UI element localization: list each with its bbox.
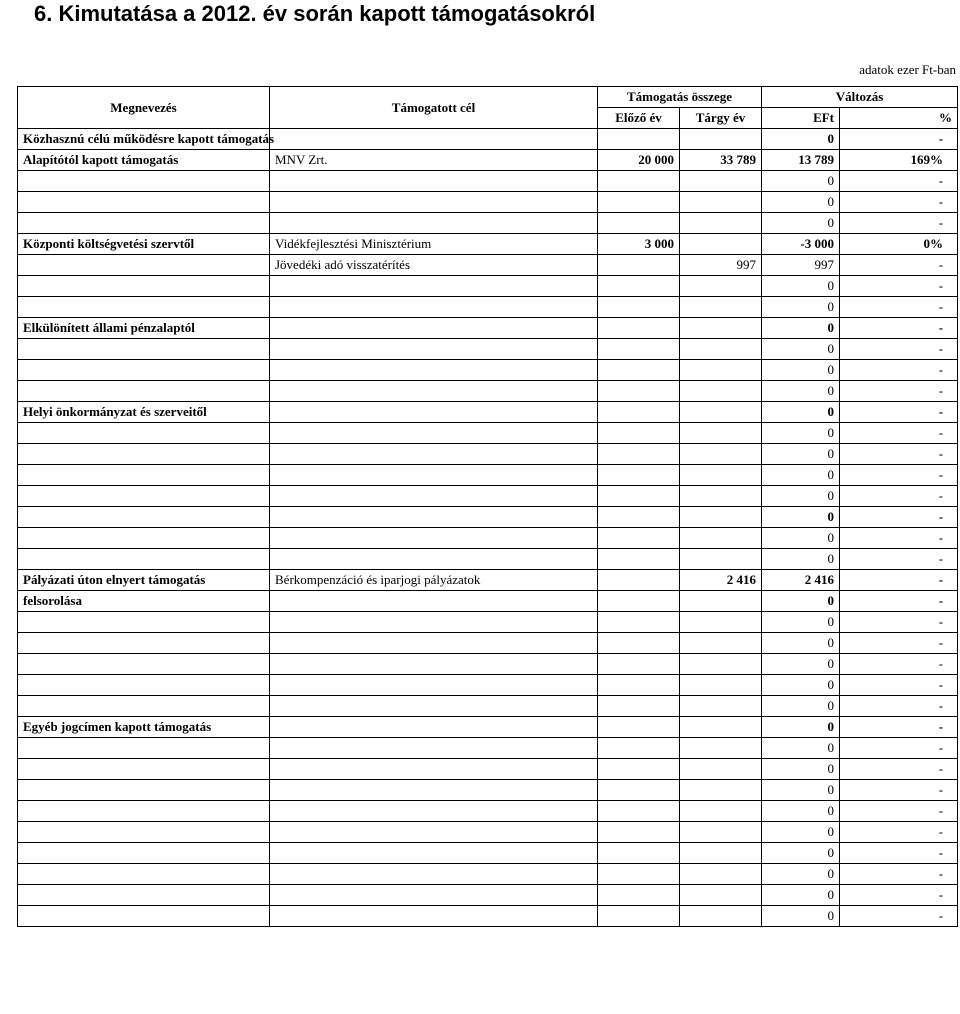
row-name-cell xyxy=(18,759,270,780)
table-row xyxy=(18,528,958,549)
row-cur-year-cell xyxy=(680,465,762,486)
row-name-cell xyxy=(18,843,270,864)
row-pct-cell: - xyxy=(840,192,958,213)
row-target-cell: Bérkompenzáció és iparjogi pályázatok xyxy=(270,570,598,591)
row-prev-year-cell xyxy=(598,444,680,465)
row-name-cell xyxy=(18,906,270,927)
row-pct-cell: - xyxy=(840,717,958,738)
table-row xyxy=(18,423,958,444)
row-cur-year-cell xyxy=(680,780,762,801)
row-name-cell xyxy=(18,213,270,234)
row-cur-year-cell xyxy=(680,654,762,675)
row-pct-cell: - xyxy=(840,843,958,864)
row-cur-year-cell xyxy=(680,276,762,297)
row-cur-year-cell xyxy=(680,738,762,759)
row-name-cell: Központi költségvetési szervtől xyxy=(18,234,270,255)
row-name-cell xyxy=(18,339,270,360)
row-eft-cell: 0 xyxy=(762,444,840,465)
row-target-cell xyxy=(270,192,598,213)
row-target-cell xyxy=(270,906,598,927)
row-cur-year-cell: 33 789 xyxy=(680,150,762,171)
row-prev-year-cell: 3 000 xyxy=(598,234,680,255)
row-name-cell xyxy=(18,696,270,717)
row-pct-cell: - xyxy=(840,906,958,927)
row-name-cell xyxy=(18,675,270,696)
row-name-cell xyxy=(18,192,270,213)
row-pct-cell: - xyxy=(840,129,958,150)
row-cur-year-cell xyxy=(680,402,762,423)
row-name-cell xyxy=(18,654,270,675)
row-eft-cell: 0 xyxy=(762,612,840,633)
row-name-cell xyxy=(18,255,270,276)
row-prev-year-cell xyxy=(598,213,680,234)
row-prev-year-cell xyxy=(598,822,680,843)
row-eft-cell: 0 xyxy=(762,696,840,717)
row-name-cell xyxy=(18,801,270,822)
row-eft-cell: 0 xyxy=(762,843,840,864)
row-cur-year-cell xyxy=(680,360,762,381)
row-name-cell: Helyi önkormányzat és szerveitől xyxy=(18,402,270,423)
row-pct-cell: - xyxy=(840,255,958,276)
row-pct-cell: - xyxy=(840,213,958,234)
row-eft-cell: 997 xyxy=(762,255,840,276)
row-cur-year-cell xyxy=(680,507,762,528)
row-cur-year-cell xyxy=(680,549,762,570)
row-pct-cell: - xyxy=(840,759,958,780)
table-row xyxy=(18,780,958,801)
table-row xyxy=(18,591,958,612)
row-cur-year-cell xyxy=(680,885,762,906)
support-table xyxy=(17,86,958,927)
row-cur-year-cell xyxy=(680,633,762,654)
row-eft-cell: 0 xyxy=(762,591,840,612)
row-cur-year-cell xyxy=(680,906,762,927)
row-prev-year-cell xyxy=(598,192,680,213)
row-prev-year-cell xyxy=(598,549,680,570)
row-prev-year-cell xyxy=(598,486,680,507)
row-pct-cell: - xyxy=(840,276,958,297)
row-name-cell xyxy=(18,360,270,381)
row-eft-cell: 0 xyxy=(762,738,840,759)
row-eft-cell: 0 xyxy=(762,633,840,654)
row-name-cell xyxy=(18,381,270,402)
row-target-cell xyxy=(270,444,598,465)
row-eft-cell: 0 xyxy=(762,465,840,486)
row-target-cell xyxy=(270,381,598,402)
row-eft-cell: 0 xyxy=(762,717,840,738)
table-row xyxy=(18,486,958,507)
row-prev-year-cell xyxy=(598,633,680,654)
row-cur-year-cell xyxy=(680,843,762,864)
table-row xyxy=(18,864,958,885)
row-pct-cell: - xyxy=(840,780,958,801)
table-row xyxy=(18,402,958,423)
table-row xyxy=(18,675,958,696)
row-pct-cell: - xyxy=(840,549,958,570)
header-pct: % xyxy=(840,108,958,129)
row-prev-year-cell xyxy=(598,654,680,675)
row-cur-year-cell xyxy=(680,486,762,507)
row-name-cell xyxy=(18,780,270,801)
row-pct-cell: - xyxy=(840,864,958,885)
row-target-cell xyxy=(270,402,598,423)
row-prev-year-cell xyxy=(598,339,680,360)
table-row xyxy=(18,444,958,465)
row-cur-year-cell xyxy=(680,591,762,612)
row-target-cell xyxy=(270,801,598,822)
unit-note: adatok ezer Ft-ban xyxy=(859,62,956,77)
row-pct-cell: - xyxy=(840,339,958,360)
row-pct-cell: - xyxy=(840,402,958,423)
row-prev-year-cell xyxy=(598,276,680,297)
row-name-cell xyxy=(18,633,270,654)
row-prev-year-cell xyxy=(598,675,680,696)
row-target-cell: Vidékfejlesztési Minisztérium xyxy=(270,234,598,255)
table-row xyxy=(18,696,958,717)
table-row xyxy=(18,570,958,591)
row-target-cell xyxy=(270,822,598,843)
row-cur-year-cell xyxy=(680,297,762,318)
row-prev-year-cell xyxy=(598,129,680,150)
row-target-cell xyxy=(270,213,598,234)
row-prev-year-cell xyxy=(598,843,680,864)
row-prev-year-cell xyxy=(598,507,680,528)
row-eft-cell: 0 xyxy=(762,297,840,318)
row-target-cell: Jövedéki adó visszatérítés xyxy=(270,255,598,276)
row-pct-cell: 0% xyxy=(840,234,958,255)
row-prev-year-cell xyxy=(598,885,680,906)
row-cur-year-cell xyxy=(680,801,762,822)
row-eft-cell: 0 xyxy=(762,360,840,381)
row-target-cell xyxy=(270,612,598,633)
row-name-cell xyxy=(18,297,270,318)
row-prev-year-cell xyxy=(598,696,680,717)
row-name-cell xyxy=(18,738,270,759)
row-target-cell xyxy=(270,738,598,759)
row-cur-year-cell: 997 xyxy=(680,255,762,276)
row-target-cell xyxy=(270,654,598,675)
table-row xyxy=(18,150,958,171)
row-prev-year-cell xyxy=(598,360,680,381)
row-pct-cell: - xyxy=(840,612,958,633)
row-target-cell xyxy=(270,486,598,507)
row-pct-cell: - xyxy=(840,171,958,192)
page-title: 6. Kimutatása a 2012. év során kapott támogatásokról xyxy=(34,1,596,26)
row-cur-year-cell xyxy=(680,759,762,780)
row-name-cell: Közhasznú célú működésre kapott támogatás xyxy=(18,129,270,150)
row-eft-cell: 0 xyxy=(762,801,840,822)
table-row xyxy=(18,297,958,318)
row-target-cell xyxy=(270,171,598,192)
table-row xyxy=(18,654,958,675)
row-cur-year-cell xyxy=(680,822,762,843)
row-prev-year-cell xyxy=(598,171,680,192)
row-eft-cell: 0 xyxy=(762,885,840,906)
row-eft-cell: 0 xyxy=(762,864,840,885)
row-target-cell xyxy=(270,423,598,444)
row-target-cell xyxy=(270,549,598,570)
table-row xyxy=(18,129,958,150)
row-eft-cell: 0 xyxy=(762,759,840,780)
row-prev-year-cell xyxy=(598,738,680,759)
row-eft-cell: 2 416 xyxy=(762,570,840,591)
row-target-cell xyxy=(270,864,598,885)
row-eft-cell: 0 xyxy=(762,822,840,843)
row-eft-cell: 0 xyxy=(762,171,840,192)
row-cur-year-cell xyxy=(680,444,762,465)
row-cur-year-cell xyxy=(680,213,762,234)
row-eft-cell: 13 789 xyxy=(762,150,840,171)
row-cur-year-cell xyxy=(680,339,762,360)
row-cur-year-cell: 2 416 xyxy=(680,570,762,591)
row-pct-cell: - xyxy=(840,297,958,318)
header-change: Változás xyxy=(762,87,958,108)
row-target-cell xyxy=(270,696,598,717)
header-name: Megnevezés xyxy=(18,87,270,129)
row-cur-year-cell xyxy=(680,318,762,339)
row-prev-year-cell xyxy=(598,864,680,885)
row-target-cell xyxy=(270,780,598,801)
table-row xyxy=(18,255,958,276)
table-row xyxy=(18,360,958,381)
row-name-cell xyxy=(18,444,270,465)
row-eft-cell: 0 xyxy=(762,318,840,339)
row-eft-cell: 0 xyxy=(762,906,840,927)
row-eft-cell: 0 xyxy=(762,549,840,570)
row-prev-year-cell xyxy=(598,780,680,801)
row-name-cell xyxy=(18,423,270,444)
row-name-cell xyxy=(18,822,270,843)
row-name-cell xyxy=(18,507,270,528)
row-name-cell xyxy=(18,486,270,507)
row-eft-cell: 0 xyxy=(762,402,840,423)
row-cur-year-cell xyxy=(680,612,762,633)
row-prev-year-cell: 20 000 xyxy=(598,150,680,171)
row-prev-year-cell xyxy=(598,528,680,549)
row-target-cell xyxy=(270,885,598,906)
table-row xyxy=(18,234,958,255)
row-target-cell xyxy=(270,339,598,360)
row-name-cell: Pályázati úton elnyert támogatás xyxy=(18,570,270,591)
table-row xyxy=(18,465,958,486)
header-prev-year: Előző év xyxy=(598,108,680,129)
row-pct-cell: - xyxy=(840,591,958,612)
table-row xyxy=(18,507,958,528)
table-row xyxy=(18,549,958,570)
table-row xyxy=(18,612,958,633)
row-target-cell xyxy=(270,129,598,150)
row-eft-cell: 0 xyxy=(762,528,840,549)
row-cur-year-cell xyxy=(680,423,762,444)
row-name-cell xyxy=(18,276,270,297)
row-prev-year-cell xyxy=(598,255,680,276)
row-pct-cell: - xyxy=(840,654,958,675)
row-eft-cell: 0 xyxy=(762,129,840,150)
row-target-cell xyxy=(270,360,598,381)
row-cur-year-cell xyxy=(680,129,762,150)
row-prev-year-cell xyxy=(598,570,680,591)
row-name-cell xyxy=(18,612,270,633)
row-prev-year-cell xyxy=(598,906,680,927)
row-pct-cell: 169% xyxy=(840,150,958,171)
table-row xyxy=(18,759,958,780)
row-prev-year-cell xyxy=(598,381,680,402)
row-eft-cell: 0 xyxy=(762,423,840,444)
row-pct-cell: - xyxy=(840,507,958,528)
row-pct-cell: - xyxy=(840,486,958,507)
row-eft-cell: 0 xyxy=(762,381,840,402)
row-pct-cell: - xyxy=(840,318,958,339)
row-name-cell xyxy=(18,549,270,570)
row-prev-year-cell xyxy=(598,402,680,423)
row-eft-cell: -3 000 xyxy=(762,234,840,255)
row-pct-cell: - xyxy=(840,696,958,717)
row-prev-year-cell xyxy=(598,423,680,444)
row-name-cell: Alapítótól kapott támogatás xyxy=(18,150,270,171)
row-pct-cell: - xyxy=(840,738,958,759)
row-pct-cell: - xyxy=(840,885,958,906)
table-row xyxy=(18,381,958,402)
table-row xyxy=(18,906,958,927)
row-cur-year-cell xyxy=(680,171,762,192)
row-eft-cell: 0 xyxy=(762,675,840,696)
row-eft-cell: 0 xyxy=(762,276,840,297)
header-sum: Támogatás összege xyxy=(598,87,762,108)
row-pct-cell: - xyxy=(840,528,958,549)
row-target-cell xyxy=(270,633,598,654)
row-eft-cell: 0 xyxy=(762,486,840,507)
row-target-cell xyxy=(270,759,598,780)
row-name-cell xyxy=(18,864,270,885)
table-row xyxy=(18,192,958,213)
row-target-cell xyxy=(270,675,598,696)
table-row xyxy=(18,738,958,759)
row-target-cell xyxy=(270,843,598,864)
row-cur-year-cell xyxy=(680,234,762,255)
table-row xyxy=(18,339,958,360)
row-cur-year-cell xyxy=(680,192,762,213)
row-pct-cell: - xyxy=(840,465,958,486)
row-target-cell: MNV Zrt. xyxy=(270,150,598,171)
row-prev-year-cell xyxy=(598,465,680,486)
row-target-cell xyxy=(270,465,598,486)
table-row xyxy=(18,318,958,339)
row-pct-cell: - xyxy=(840,633,958,654)
row-pct-cell: - xyxy=(840,801,958,822)
header-eft: EFt xyxy=(762,108,840,129)
row-pct-cell: - xyxy=(840,360,958,381)
row-cur-year-cell xyxy=(680,675,762,696)
row-target-cell xyxy=(270,591,598,612)
row-target-cell xyxy=(270,318,598,339)
row-eft-cell: 0 xyxy=(762,192,840,213)
row-eft-cell: 0 xyxy=(762,654,840,675)
table-row xyxy=(18,276,958,297)
row-prev-year-cell xyxy=(598,717,680,738)
table-row xyxy=(18,171,958,192)
row-pct-cell: - xyxy=(840,444,958,465)
header-cur-year: Tárgy év xyxy=(680,108,762,129)
row-target-cell xyxy=(270,276,598,297)
row-prev-year-cell xyxy=(598,759,680,780)
table-row xyxy=(18,822,958,843)
table-row xyxy=(18,633,958,654)
row-target-cell xyxy=(270,528,598,549)
row-name-cell xyxy=(18,885,270,906)
row-eft-cell: 0 xyxy=(762,213,840,234)
row-prev-year-cell xyxy=(598,318,680,339)
row-pct-cell: - xyxy=(840,423,958,444)
row-prev-year-cell xyxy=(598,297,680,318)
row-eft-cell: 0 xyxy=(762,780,840,801)
row-eft-cell: 0 xyxy=(762,339,840,360)
row-target-cell xyxy=(270,297,598,318)
row-cur-year-cell xyxy=(680,864,762,885)
row-pct-cell: - xyxy=(840,822,958,843)
row-prev-year-cell xyxy=(598,801,680,822)
row-pct-cell: - xyxy=(840,570,958,591)
row-name-cell xyxy=(18,528,270,549)
header-target: Támogatott cél xyxy=(270,87,598,129)
table-row xyxy=(18,717,958,738)
row-target-cell xyxy=(270,717,598,738)
row-target-cell xyxy=(270,507,598,528)
table-row xyxy=(18,801,958,822)
table-row xyxy=(18,885,958,906)
row-cur-year-cell xyxy=(680,717,762,738)
row-prev-year-cell xyxy=(598,591,680,612)
table-row xyxy=(18,213,958,234)
row-cur-year-cell xyxy=(680,696,762,717)
row-name-cell: Elkülönített állami pénzalaptól xyxy=(18,318,270,339)
row-cur-year-cell xyxy=(680,528,762,549)
row-eft-cell: 0 xyxy=(762,507,840,528)
row-name-cell xyxy=(18,465,270,486)
row-name-cell: Egyéb jogcímen kapott támogatás xyxy=(18,717,270,738)
row-name-cell xyxy=(18,171,270,192)
row-cur-year-cell xyxy=(680,381,762,402)
row-prev-year-cell xyxy=(598,612,680,633)
table-row xyxy=(18,843,958,864)
row-name-cell: felsorolása xyxy=(18,591,270,612)
row-pct-cell: - xyxy=(840,675,958,696)
row-pct-cell: - xyxy=(840,381,958,402)
